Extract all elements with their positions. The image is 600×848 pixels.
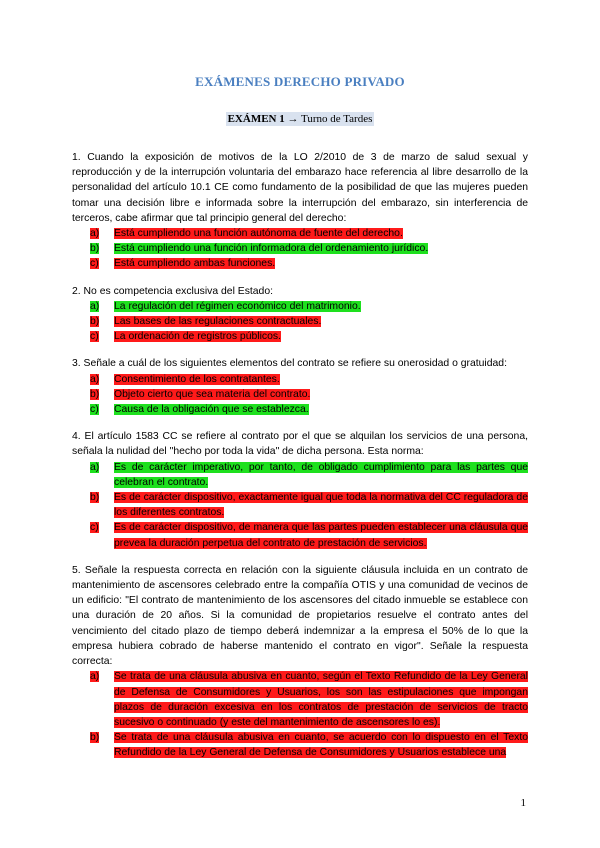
option-label-text: a)	[90, 461, 100, 473]
option-text: Consentimiento de los contratantes.	[114, 373, 280, 385]
option-text: Se trata de una cláusula abusiva en cuanto, se acuerdo con lo dispuesto en el Texto Refundido de la Ley General de Defensa de Consumidores y Usuarios establece una	[114, 732, 528, 759]
option-text-wrap	[114, 669, 528, 730]
option-label	[90, 226, 114, 241]
option-text-wrap	[114, 314, 528, 329]
answer-option	[90, 256, 528, 271]
option-text-wrap	[114, 241, 528, 256]
answer-option	[90, 226, 528, 241]
answer-option	[90, 730, 528, 760]
option-text: Las bases de las regulaciones contractuales.	[114, 316, 322, 328]
turn-label: Turno de Tardes	[301, 113, 373, 125]
options-list	[72, 299, 528, 345]
option-text-wrap	[114, 520, 528, 550]
option-text: Es de carácter imperativo, por tanto, de obligado cumplimiento para las partes que celebran el contrato.	[114, 461, 528, 488]
option-label	[90, 256, 114, 271]
question-text: 3. Señale a cuál de los siguientes elementos del contrato se refiere su onerosidad o gratuidad:	[72, 358, 507, 370]
option-label	[90, 372, 114, 387]
answer-option	[90, 241, 528, 256]
answer-option	[90, 329, 528, 344]
option-label-text: b)	[90, 316, 100, 328]
option-text-wrap	[114, 490, 528, 520]
answer-option	[90, 402, 528, 417]
option-label	[90, 241, 114, 256]
option-label	[90, 299, 114, 314]
option-text: Está cumpliendo una función autónoma de fuente del derecho.	[114, 228, 403, 240]
exam-subtitle	[0, 113, 600, 125]
question-text: 5. Señale la respuesta correcta en relación con la siguiente cláusula incluida en un contrato de mantenimiento de ascensores celebrado entre la compañía OTIS y una comunidad de vecinos de un edificio: "El contrato de mantenimiento de los ascensores del citado inmueble se establece con una duración de 20 años. Si la comunidad de propietarios resuelve el contrato antes del vencimiento del citado plazo de tiempo deberá indemnizar a la empresa el 50% de lo que la empresa hubiera cobrado de haberse mantenido el contrato en vigor". Señale la respuesta correcta:	[72, 564, 528, 668]
option-label	[90, 460, 114, 490]
arrow-icon: →	[287, 113, 299, 125]
option-text: Está cumpliendo una función informadora del ordenamiento jurídico.	[114, 243, 429, 255]
option-label-text: b)	[90, 388, 100, 400]
document-title: EXÁMENES DERECHO PRIVADO	[195, 74, 405, 89]
option-text-wrap	[114, 329, 528, 344]
option-label	[90, 520, 114, 550]
option-text-wrap	[114, 402, 528, 417]
option-label-text: c)	[90, 522, 99, 534]
options-list	[72, 372, 528, 418]
option-label	[90, 314, 114, 329]
answer-option	[90, 387, 528, 402]
options-list	[72, 226, 528, 272]
option-label	[90, 387, 114, 402]
option-label-text: b)	[90, 732, 100, 744]
option-label-text: b)	[90, 243, 100, 255]
option-label-text: b)	[90, 492, 100, 504]
option-label	[90, 402, 114, 417]
answer-option	[90, 520, 528, 550]
options-list	[72, 460, 528, 551]
option-label	[90, 730, 114, 760]
question-text: 2. No es competencia exclusiva del Estado:	[72, 285, 273, 297]
option-label-text: c)	[90, 331, 99, 343]
option-label-text: c)	[90, 404, 99, 416]
option-text-wrap	[114, 372, 528, 387]
option-label	[90, 669, 114, 730]
answer-option	[90, 299, 528, 314]
option-text-wrap	[114, 256, 528, 271]
option-text-wrap	[114, 226, 528, 241]
option-text: Está cumpliendo ambas funciones.	[114, 258, 276, 270]
option-label-text: a)	[90, 300, 100, 312]
option-text-wrap	[114, 460, 528, 490]
answer-option	[90, 314, 528, 329]
option-text: Objeto cierto que sea materia del contrato.	[114, 388, 311, 400]
option-label	[90, 329, 114, 344]
option-text: Es de carácter dispositivo, exactamente igual que toda la normativa del CC reguladora de los diferentes contratos.	[114, 492, 528, 519]
option-label-text: a)	[90, 373, 100, 385]
option-label-text: a)	[90, 671, 100, 683]
option-text: La ordenación de registros públicos.	[114, 331, 281, 343]
page-number: 1	[520, 797, 526, 809]
options-list	[72, 669, 528, 760]
option-text: Es de carácter dispositivo, de manera que las partes pueden establecer una cláusula que prevea la duración perpetua del contrato de prestación de servicios.	[114, 522, 528, 549]
option-text: Causa de la obligación que se establezca.	[114, 404, 309, 416]
option-text: La regulación del régimen económico del matrimonio.	[114, 300, 361, 312]
answer-option	[90, 490, 528, 520]
subtitle-highlight	[226, 112, 375, 126]
option-label	[90, 490, 114, 520]
option-label-text: a)	[90, 228, 100, 240]
option-text-wrap	[114, 387, 528, 402]
answer-option	[90, 669, 528, 730]
answer-option	[90, 460, 528, 490]
option-text-wrap	[114, 299, 528, 314]
question-text: 4. El artículo 1583 CC se refiere al contrato por el que se alquilan los servicios de una persona, señala la nulidad del "hecho por toda la vida" de dicha persona. Esta norma:	[72, 431, 528, 458]
option-text: Se trata de una cláusula abusiva en cuanto, según el Texto Refundido de la Ley General de Defensa de Consumidores y Usuarios, los son las estipulaciones que impongan plazos de duración excesiva en los contratos de prestación de servicios de tracto sucesivo o continuado (y este del mantenimiento de ascensores lo es).	[114, 671, 528, 728]
option-label-text: c)	[90, 258, 99, 270]
exam-label: EXÁMEN 1	[227, 113, 285, 125]
option-text-wrap	[114, 730, 528, 760]
answer-option	[90, 372, 528, 387]
question-text: 1. Cuando la exposición de motivos de la LO 2/2010 de 3 de marzo de salud sexual y reproducción y de la interrupción voluntaria del embarazo hace referencia al libre desarrollo de la personalidad del artículo 10.1 CE como fundamento de la posibilidad de que las mujeres pueden tomar una decisión libre e informada sobre la interrupción del embarazo, sin interferencia de terceros, cabe afirmar que tal principio general del derecho:	[72, 152, 528, 224]
questions-list	[72, 150, 528, 773]
